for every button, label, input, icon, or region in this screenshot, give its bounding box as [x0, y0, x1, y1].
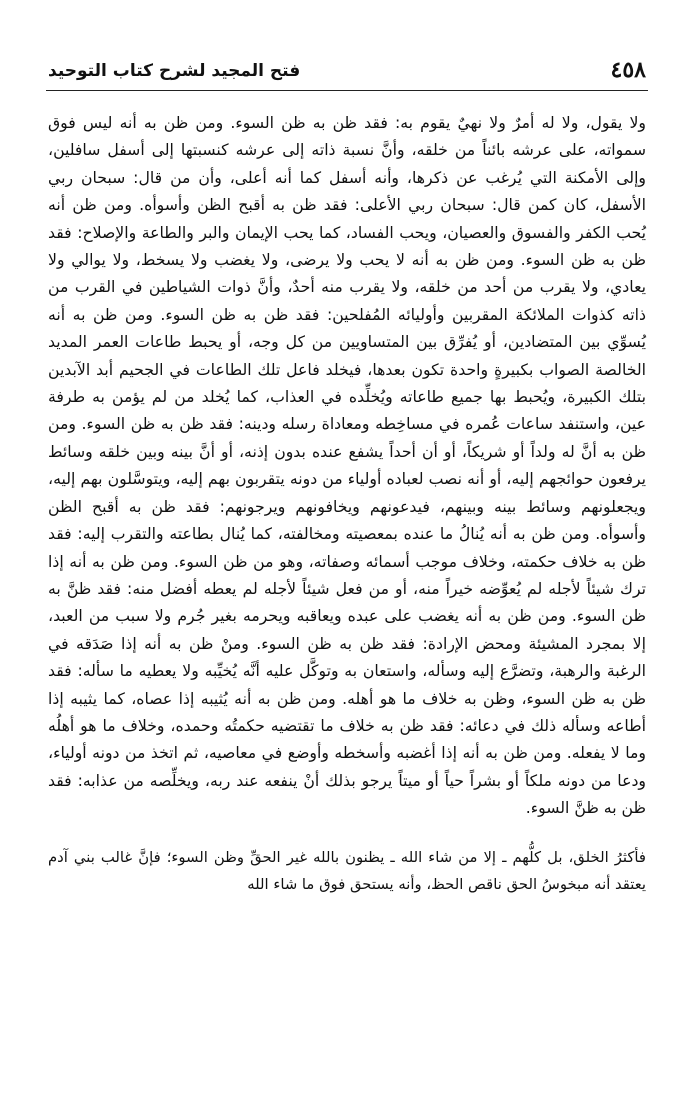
header-rule [46, 90, 648, 91]
footnote-paragraph: فأكثرُ الخلق، بل كلُّهم ـ إلا من شاء الله ـ يظنون بالله غير الحقِّ وظن السوء؛ فإنَّ غالب بني آدم يعتقد أنه مبخوسُ الحق ناقص الحظ، وأنه يستحق فوق ما شاء الله [48, 848, 646, 893]
paragraph-gap [46, 822, 648, 844]
body-text [46, 109, 648, 822]
page-number: ٤٥٨ [610, 57, 646, 83]
page-header [46, 58, 648, 90]
running-title: فتح المجيد لشرح كتاب التوحيد [48, 61, 301, 81]
body-paragraph: ولا يقول، ولا له أمرٌ ولا نهيٌ يقوم به: فقد ظن به ظن السوء. ومن ظن به أنه ليس فوق سمواته، على عرشه بائناً من خلقه، وأنَّ نسبة ذاته إلى عرشه كنسبتها إلى أسفل سافلين، وإلى الأمكنة التي يُرغب عن ذكرها، وأنه أسفل كما أنه أعلى، وأن من قال: سبحان ربي الأسفل، كان كمن قال: سبحان ربي الأعلى: فقد ظن به أقبح الظن وأسوأه. ومن ظن أنه يُحب الكفر والفسوق والعصيان، ويحب الفساد، كما يحب الإيمان والبر والطاعة والإصلاح: فقد ظن به ظن السوء. ومن ظن به أنه لا يحب ولا يرضى، ولا يغضب ولا يسخط، ولا يوالي ولا يعادي، ولا يقرب من أحد من خلقه، ولا يقرب منه أحدٌ، وأنَّ ذوات الشياطين في القرب من ذاته كذوات الملائكة المقربين وأوليائه المُفلحين: فقد ظن به ظن السوء. ومن ظن به أنه يُسوِّي بين المتضادين، أو يُفرِّق بين المتساويين من كل وجه، أو يحبط طاعات العمر المديد الخالصة الصواب بكبيرةٍ واحدة تكون بعدها، فيخلد فاعل تلك الطاعات في الجحيم أبد الآبدين بتلك الكبيرة، ويُحبط بها جميع طاعاته ويُخلِّده في العذاب، كما يُخلد من لم يؤمن به طرفة عين، واستنفد ساعات عُمره في مساخِطه ومعاداة رسله ودينه: فقد ظن به ظن السوء. ومن ظن به أنَّ له ولداً أو شريكاً، أو أن أحداً يشفع عنده بدون إذنه، أو أنَّ بينه وبين خلقه وسائط يرفعون حوائجهم إليه، أو أنه نصب لعباده أولياء من دونه يتقربون بهم إليه، ويتوسَّلون بهم إليه، ويجعلونهم وسائط بينه وبينهم، فيدعونهم ويخافونهم ويرجونهم: فقد ظن به أقبح الظن وأسوأه. ومن ظن به أنه يُنالُ ما عنده بمعصيته ومخالفته، كما يُنال بطاعته والتقرب إليه: فقد ظن به خلاف حكمته، وخلاف موجب أسمائه وصفاته، وهو من ظن السوء. ومن ظن به أنه إذا ترك شيئاً لأجله لم يُعوِّضه خيراً منه، أو من فعل شيئاً لأجله لم يعطه أفضل منه: فقد ظنَّ به ظن السوء. ومن ظن به أنه يغضب على عبده ويعاقبه ويحرمه بغير جُرم ولا سبب من العبد، إلا بمجرد المشيئة ومحض الإرادة: فقد ظن به ظن السوء. ومنْ ظن به أنه إذا صَدَقه في الرغبة والرهبة، وتضرَّع إليه وسأله، واستعان به وتوكَّل عليه أنَّه يُخيِّبه ولا يعطيه ما سأله: فقد ظن به ظن السوء، وظن به خلاف ما هو أهله. ومن ظن به أنه يُثيبه إذا عصاه، كما يثيبه إذا أطاعه وسأله ذلك في دعائه: فقد ظن به خلاف ما تقتضيه حكمتُه وحمده، وخلاف ما هو أهلُه وما لا يفعله. ومن ظن به أنه إذا أغضبه وأسخطه وأوضع في معاصيه، ثم اتخذ من دونه أولياء، ودعا من دونه ملكاً أو بشراً حياً أو ميتاً يرجو بذلك أنْ ينفعه عند ربه، ويخلِّصه من عذابه: فقد ظن به ظنَّ السوء. [48, 113, 646, 818]
